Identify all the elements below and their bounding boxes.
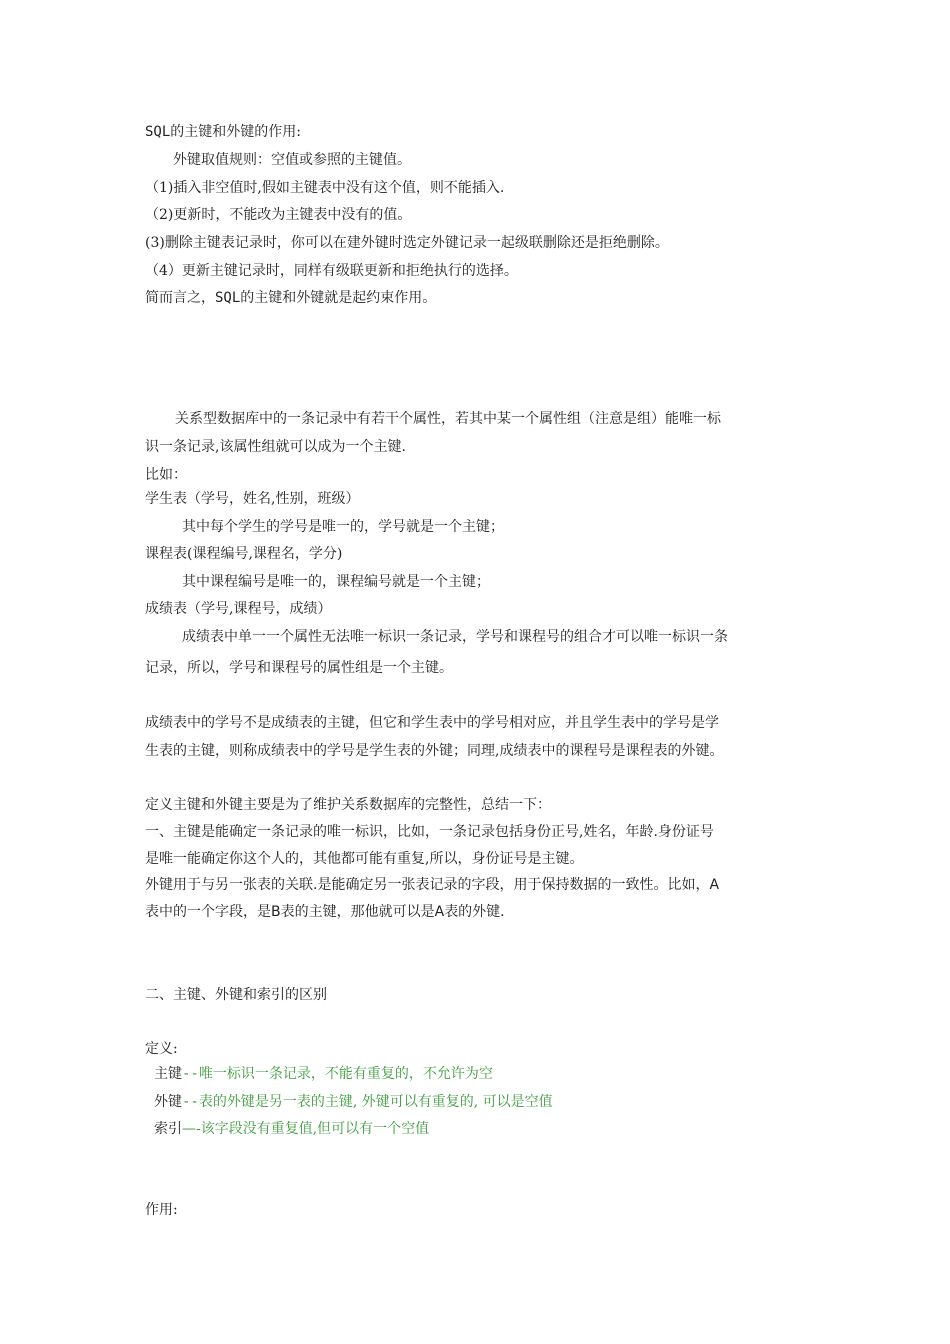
rule-item-4: （4）更新主键记录时，同样有级联更新和拒绝执行的选择。 bbox=[145, 263, 518, 279]
definition-label: 定义: bbox=[145, 1041, 178, 1057]
grade-note-1: 成绩表中单一一个属性无法唯一标识一条记录，学号和课程号的组合才可以唯一标识一条 bbox=[182, 629, 728, 645]
table-letter: B bbox=[271, 904, 281, 920]
fk-def-text: 表的外键. bbox=[444, 904, 505, 920]
sql-term: SQL bbox=[145, 124, 171, 140]
purpose-line: 定义主键和外键主要是为了维护关系数据库的完整性，总结一下： bbox=[145, 797, 551, 813]
title-text: 的主键和外键的作用: bbox=[170, 124, 302, 140]
student-table: 学生表（学号，姓名,性别，班级） bbox=[145, 491, 360, 507]
fk-explain-1: 成绩表中的学号不是成绩表的主键，但它和学生表中的学号相对应，并且学生表中的学号是学 bbox=[145, 715, 719, 731]
fk-rule: 外键取值规则：空值或参照的主键值。 bbox=[173, 152, 411, 168]
table-letter: A bbox=[709, 877, 720, 893]
course-table: 课程表(课程编号,课程名，学分) bbox=[145, 546, 343, 562]
def-term: 主键 bbox=[154, 1066, 182, 1082]
rule-item-3: (3)删除主键表记录时，你可以在建外键时选定外键记录一起级联删除还是拒绝删除。 bbox=[145, 235, 669, 251]
def-dash: —- bbox=[182, 1121, 201, 1137]
fk-def-text: 外键用于与另一张表的关联.是能确定另一张表记录的字段，用于保持数据的一致性。比如， bbox=[145, 877, 710, 893]
grade-note-2: 记录，所以，学号和课程号的属性组是一个主键。 bbox=[145, 660, 453, 676]
def-dash: -- bbox=[182, 1066, 199, 1082]
section3-heading: 二、主键、外键和索引的区别 bbox=[145, 987, 327, 1003]
def-text: 该字段没有重复值,但可以有一个空值 bbox=[200, 1121, 430, 1137]
fk-def-text: 表中的一个字段，是 bbox=[145, 904, 271, 920]
fk-def-line-1 bbox=[145, 876, 719, 894]
summary-post: 的主键和外键就是起约束作用。 bbox=[240, 290, 437, 306]
def-primary-key bbox=[154, 1065, 493, 1083]
section1-summary bbox=[145, 289, 436, 307]
intro-line-2: 识一条记录,该属性组就可以成为一个主键. bbox=[145, 439, 406, 455]
def-text: 表的外键是另一表的主键, 外键可以有重复的, 可以是空值 bbox=[198, 1094, 553, 1110]
sql-term: SQL bbox=[215, 290, 241, 306]
rule-item-1: （1)插入非空值时,假如主键表中没有这个值，则不能插入. bbox=[145, 180, 505, 196]
rule-item-2: （2)更新时，不能改为主键表中没有的值。 bbox=[145, 207, 412, 223]
pk-line-1: 一、主键是能确定一条记录的唯一标识，比如，一条记录包括身份正号,姓名，年龄.身份证号 bbox=[145, 824, 714, 840]
pk-line-2: 是唯一能确定你这个人的，其他都可能有重复,所以，身份证号是主键。 bbox=[145, 851, 584, 867]
course-note: 其中课程编号是唯一的，课程编号就是一个主键； bbox=[182, 574, 490, 590]
def-term: 索引 bbox=[154, 1121, 182, 1137]
def-index bbox=[154, 1120, 429, 1138]
example-label: 比如： bbox=[145, 467, 187, 483]
usage-label: 作用: bbox=[145, 1202, 178, 1218]
summary-pre: 简而言之， bbox=[145, 290, 215, 306]
table-letter: A bbox=[434, 904, 445, 920]
grade-table: 成绩表（学号,课程号，成绩） bbox=[145, 601, 332, 617]
def-dash: -- bbox=[182, 1094, 199, 1110]
intro-line-1: 关系型数据库中的一条记录中有若干个属性，若其中某一个属性组（注意是组）能唯一标 bbox=[175, 411, 721, 427]
fk-def-text: 表的主键，那他就可以是 bbox=[280, 904, 435, 920]
section1-title bbox=[145, 123, 301, 141]
student-note: 其中每个学生的学号是唯一的，学号就是一个主键； bbox=[182, 519, 504, 535]
def-foreign-key bbox=[154, 1093, 553, 1111]
fk-def-line-2 bbox=[145, 903, 505, 921]
fk-explain-2: 生表的主键，则称成绩表中的学号是学生表的外键；同理,成绩表中的课程号是课程表的外键。 bbox=[145, 743, 724, 759]
def-text: 唯一标识一条记录，不能有重复的，不允许为空 bbox=[198, 1066, 493, 1082]
def-term: 外键 bbox=[154, 1094, 182, 1110]
